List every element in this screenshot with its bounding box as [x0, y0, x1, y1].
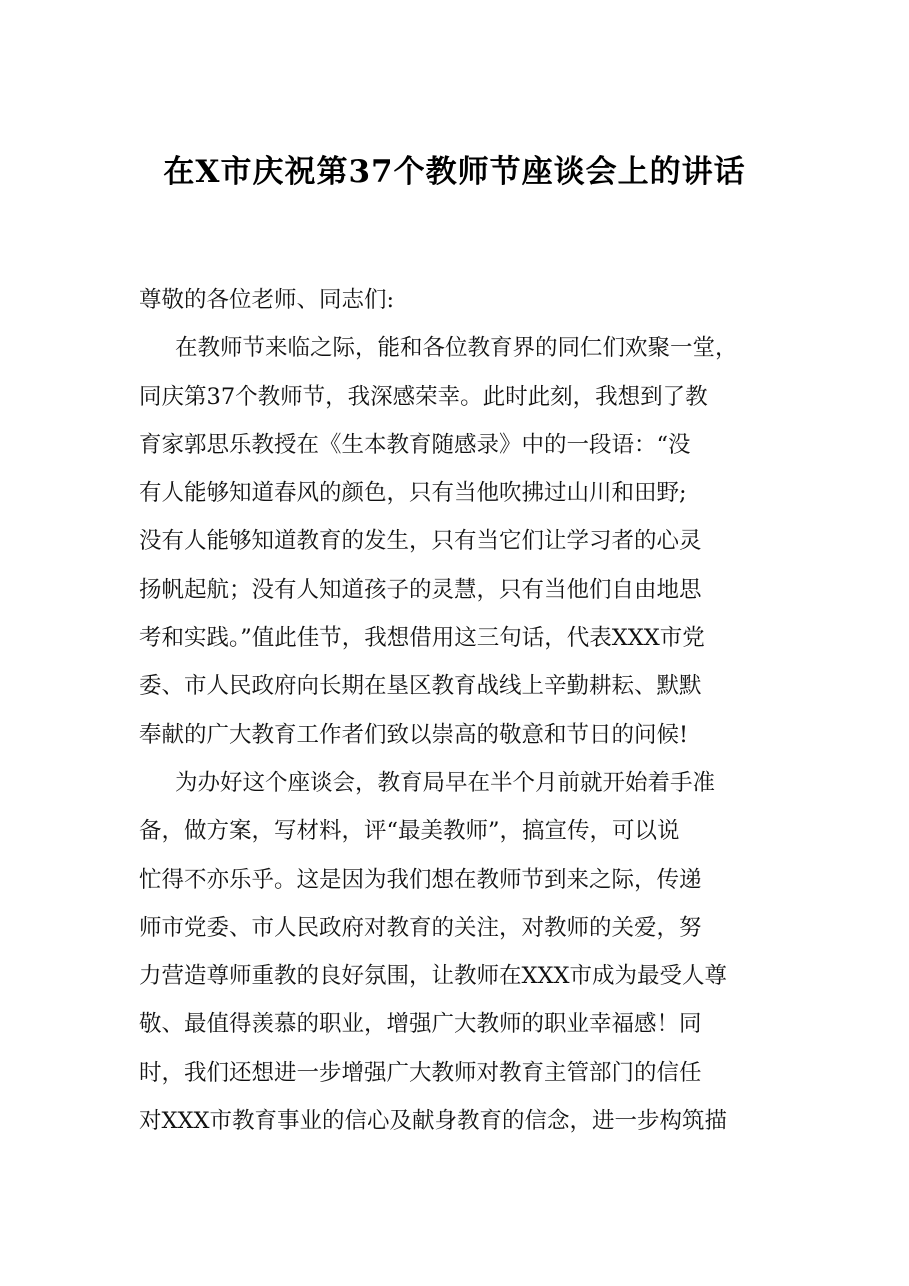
paragraph-2-line-6: 敬、最值得羡慕的职业，增强广大教师的职业幸福感！同	[139, 1011, 702, 1038]
paragraph-1-line-7: 考和实践。”值此佳节，我想借用这三句话，代表XXX市党	[139, 625, 705, 652]
paragraph-2-line-3: 忙得不亦乐乎。这是因为我们想在教师节到来之际，传递	[139, 866, 702, 893]
paragraph-1-line-1: 在教师节来临之际，能和各位教育界的同仁们欢聚一堂，	[175, 335, 738, 362]
paragraph-2-line-5: 力营造尊师重教的良好氛围，让教师在XXX市成为最受人尊	[139, 963, 728, 990]
paragraph-2-line-7: 时，我们还想进一步增强广大教师对教育主管部门的信任	[139, 1059, 702, 1086]
document-body	[139, 276, 779, 1145]
paragraph-1-line-5: 没有人能够知道教育的发生，只有当它们让学习者的心灵	[139, 528, 702, 555]
paragraph-2-line-2: 备，做方案，写材料，评“最美教师”，搞宣传，可以说	[139, 818, 680, 845]
paragraph-2-line-1: 为办好这个座谈会，教育局早在半个月前就开始着手准	[175, 769, 716, 796]
paragraph-1-line-6: 扬帆起航；没有人知道孩子的灵慧，只有当他们自由地思	[139, 576, 702, 603]
paragraph-1-line-2: 同庆第37个教师节，我深感荣幸。此时此刻，我想到了教	[139, 383, 708, 410]
paragraph-1-line-8: 委、市人民政府向长期在垦区教育战线上辛勤耕耘、默默	[139, 673, 702, 700]
paragraph-1-line-9: 奉献的广大教育工作者们致以崇高的敬意和节日的问候!	[139, 721, 689, 748]
paragraph-2-line-4: 师市党委、市人民政府对教育的关注，对教师的关爱，努	[139, 914, 702, 941]
paragraph-1-line-3: 育家郭思乐教授在《生本教育随感录》中的一段语：“没	[139, 431, 691, 458]
paragraph-1-line-4: 有人能够知道春风的颜色，只有当他吹拂过山川和田野;	[139, 480, 687, 507]
salutation: 尊敬的各位老师、同志们:	[139, 287, 395, 313]
paragraph-2-line-8: 对XXX市教育事业的信心及献身教育的信念，进一步构筑描	[139, 1108, 728, 1135]
document-title: 在X市庆祝第37个教师节座谈会上的讲话	[163, 154, 746, 190]
